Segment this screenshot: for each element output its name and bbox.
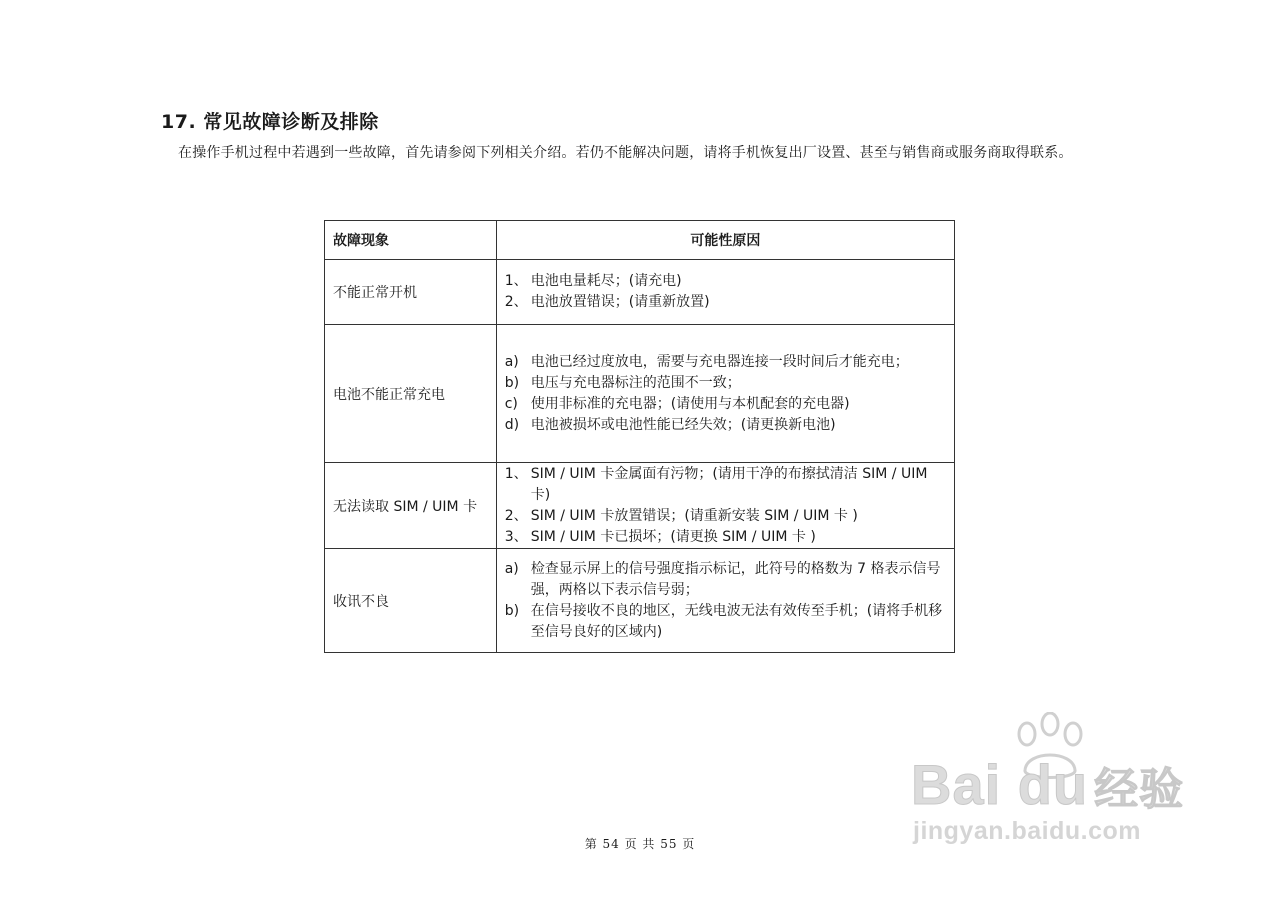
cause-text: 电池被损坏或电池性能已经失效；(请更换新电池) bbox=[530, 416, 836, 433]
cause-marker: 2、 bbox=[504, 294, 528, 310]
cause-text: SIM / UIM 卡已损坏；(请更换 SIM / UIM 卡 ) bbox=[530, 528, 816, 545]
intro-paragraph: 在操作手机过程中若遇到一些故障，首先请参阅下列相关介绍。若仍不能解决问题，请将手机恢复出厂设置、甚至与销售商或服务商取得联系。 bbox=[178, 145, 1073, 161]
troubleshooting-table bbox=[324, 220, 955, 653]
cause-marker: d) bbox=[504, 416, 520, 433]
watermark-url: jingyan.baidu.com bbox=[913, 817, 1141, 845]
cause-cell bbox=[496, 549, 954, 653]
cause-item bbox=[505, 415, 946, 436]
cause-text: 检查显示屏上的信号强度指示标记，此符号的格数为 7 格表示信号强，两格以下表示信号弱； bbox=[530, 560, 941, 598]
cause-marker: c) bbox=[504, 395, 518, 412]
cause-item bbox=[505, 601, 946, 643]
cause-text: 电池电量耗尽；(请充电) bbox=[530, 273, 682, 289]
cause-item bbox=[505, 373, 946, 394]
cause-marker: b) bbox=[504, 602, 520, 619]
cause-cell bbox=[496, 260, 954, 325]
cause-item bbox=[505, 559, 946, 601]
symptom-cell: 电池不能正常充电 bbox=[325, 325, 497, 463]
section-heading: 17. 常见故障诊断及排除 bbox=[161, 111, 379, 133]
paw-icon bbox=[1005, 712, 1095, 782]
cause-text: 在信号接收不良的地区，无线电波无法有效传至手机；(请将手机移至信号良好的区域内) bbox=[530, 602, 943, 640]
cause-text: 使用非标准的充电器；(请使用与本机配套的充电器) bbox=[530, 395, 850, 412]
cause-item bbox=[505, 271, 946, 292]
cause-text: SIM / UIM 卡放置错误；(请重新安装 SIM / UIM 卡 ) bbox=[530, 507, 858, 524]
cause-marker: 2、 bbox=[504, 507, 528, 524]
baidu-jingyan-watermark bbox=[905, 712, 1205, 845]
symptom-column-header: 故障现象 bbox=[325, 221, 497, 260]
cause-item bbox=[505, 506, 946, 527]
symptom-cell: 无法读取 SIM / UIM 卡 bbox=[325, 463, 497, 549]
watermark-brand bbox=[911, 752, 1184, 817]
page-number: 第 54 页 共 55 页 bbox=[584, 837, 696, 851]
cause-marker: b) bbox=[504, 374, 520, 391]
cause-cell bbox=[496, 325, 954, 463]
table-row bbox=[325, 260, 955, 325]
watermark-brand-latin: Bai du bbox=[911, 753, 1089, 816]
cause-marker: 1、 bbox=[504, 465, 528, 482]
cause-item bbox=[505, 352, 946, 373]
cause-text: 电压与充电器标注的范围不一致； bbox=[530, 374, 741, 391]
cause-marker: a) bbox=[504, 353, 519, 370]
cause-column-header: 可能性原因 bbox=[496, 221, 954, 260]
symptom-cell: 收讯不良 bbox=[325, 549, 497, 653]
cause-marker: 1、 bbox=[504, 273, 528, 289]
symptom-cell: 不能正常开机 bbox=[325, 260, 497, 325]
cause-text: 电池放置错误；(请重新放置) bbox=[530, 294, 710, 310]
cause-marker: a) bbox=[504, 560, 519, 577]
cause-item bbox=[505, 464, 946, 506]
table-row bbox=[325, 549, 955, 653]
cause-marker: 3、 bbox=[504, 528, 528, 545]
cause-cell bbox=[496, 463, 954, 549]
table-header-row bbox=[325, 221, 955, 260]
cause-item bbox=[505, 292, 946, 313]
watermark-brand-cn: 经验 bbox=[1094, 765, 1185, 814]
cause-text: SIM / UIM 卡金属面有污物；(请用干净的布擦拭清洁 SIM / UIM 卡) bbox=[530, 465, 928, 503]
cause-item bbox=[505, 527, 946, 548]
table-row bbox=[325, 325, 955, 463]
cause-text: 电池已经过度放电，需要与充电器连接一段时间后才能充电； bbox=[530, 353, 909, 370]
cause-item bbox=[505, 394, 946, 415]
table-row bbox=[325, 463, 955, 549]
